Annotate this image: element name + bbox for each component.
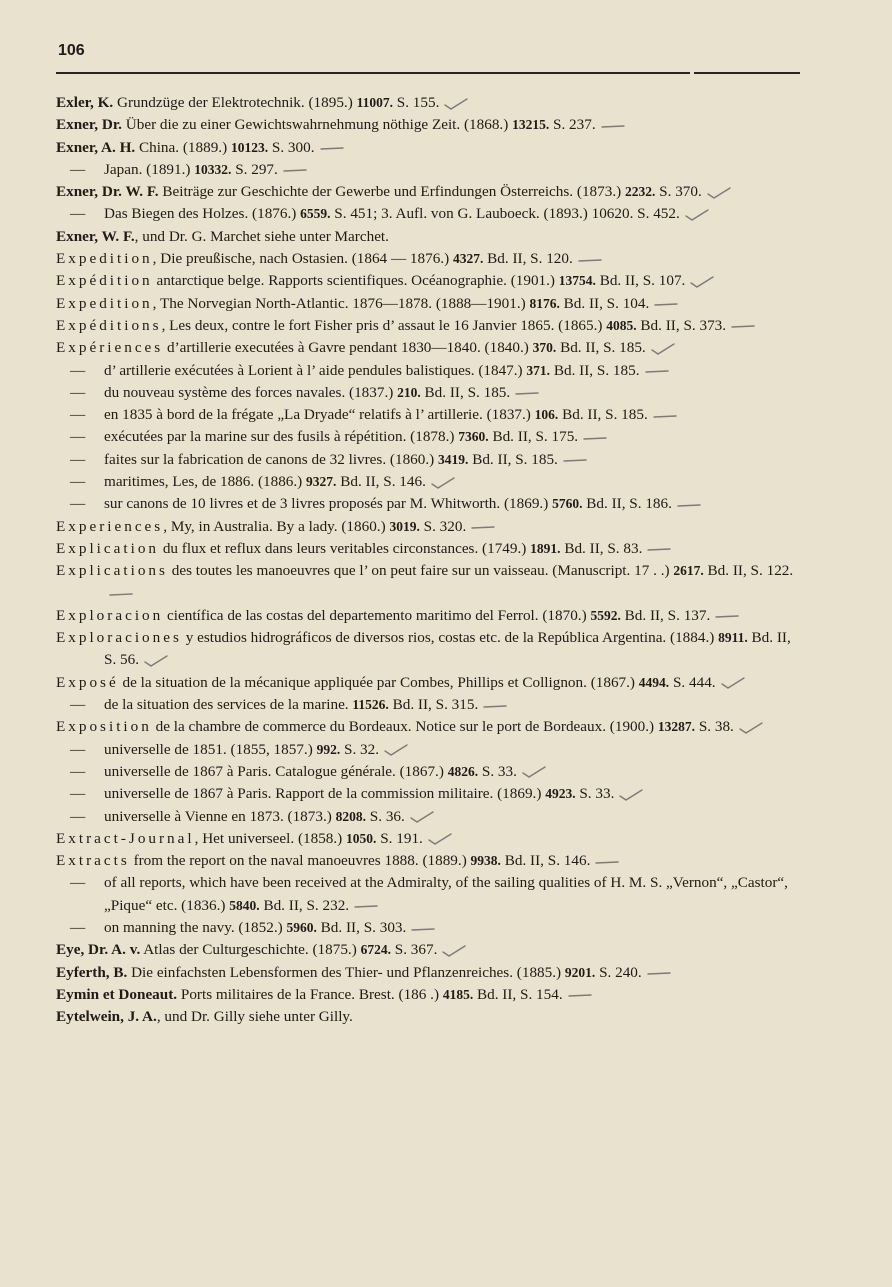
- continuation-dash: —: [70, 428, 86, 446]
- index-subentry: [56, 761, 800, 783]
- entry-heading: Exploraciones: [56, 629, 182, 647]
- catalog-number: 1891.: [530, 540, 561, 556]
- entry-text: exécutées par la marine sur des fusils à répétition. (1878.): [104, 428, 459, 446]
- entry-reference: S. 33.: [575, 785, 615, 803]
- index-entry: [56, 984, 800, 1006]
- entry-reference: Bd. II, S. 83.: [560, 539, 643, 557]
- entry-heading: Extracts: [56, 852, 130, 870]
- index-subentry: [56, 739, 800, 761]
- entry-heading: Expédition: [56, 272, 153, 290]
- entry-reference: Bd. II, S. 185.: [468, 450, 558, 468]
- catalog-number: 6559.: [300, 206, 331, 222]
- index-entry: [56, 337, 800, 359]
- entry-heading: Extract-Journal: [56, 829, 195, 847]
- index-entry: [56, 627, 800, 672]
- pencil-dash-mark-icon: [567, 988, 593, 1002]
- entry-reference: Bd. II, S. 185.: [556, 339, 646, 357]
- entry-reference: Bd. II, S. 185.: [550, 361, 640, 379]
- pencil-dash-mark-icon: [646, 542, 672, 556]
- entry-reference: Bd. II, S. 232.: [259, 896, 350, 914]
- entry-text: of all reports, which have been received at the Admiralty, of the sailing qualities of H. M. S. „Vernon“, „Castor“, „Pique“ etc. (1836.): [104, 874, 788, 914]
- pencil-check-mark-icon: [143, 654, 169, 668]
- pencil-check-mark-icon: [427, 832, 453, 846]
- entry-heading: Eyferth, B.: [56, 963, 128, 981]
- entry-heading: Eymin et Doneaut.: [56, 985, 178, 1003]
- catalog-number: 11007.: [356, 95, 393, 110]
- entry-text: Das Biegen des Holzes. (1876.): [104, 205, 301, 223]
- pencil-check-mark-icon: [409, 810, 435, 824]
- entry-text: antarctique belge. Rapports scientifiques. Océanographie. (1901.): [152, 272, 559, 290]
- index-subentry: [56, 360, 800, 382]
- catalog-number: 210.: [397, 384, 421, 400]
- entry-heading: Exler, K.: [56, 94, 114, 111]
- entry-reference: Bd. II, S. 186.: [582, 495, 672, 513]
- catalog-number: 1050.: [346, 830, 377, 846]
- entry-reference: Bd. II, S. 56.: [104, 629, 791, 669]
- entry-heading: Exner, W. F.: [56, 227, 135, 245]
- entry-heading: Experiences: [56, 517, 164, 535]
- page-number: 106: [58, 42, 85, 59]
- catalog-number: 371.: [526, 362, 551, 378]
- entry-reference: Bd. II, S. 120.: [483, 250, 573, 268]
- entry-text: Japan. (1891.): [104, 160, 195, 178]
- entry-reference: S. 367.: [390, 941, 438, 959]
- entry-text: universelle à Vienne en 1873. (1873.): [104, 807, 336, 825]
- pencil-dash-mark-icon: [514, 386, 540, 400]
- entry-text: from the report on the naval manoeuvres 1888. (1889.): [129, 852, 471, 870]
- entry-text: d’ artillerie exécutées à Lorient à l’ aide pendules balistiques. (1847.): [104, 361, 527, 379]
- catalog-number: 8911.: [718, 630, 748, 646]
- index-entry: [56, 181, 800, 203]
- entry-reference: S. 297.: [231, 160, 278, 178]
- index-entry: [56, 1006, 800, 1028]
- catalog-number: 992.: [316, 741, 341, 757]
- entry-heading: Explication: [56, 539, 160, 557]
- entry-reference: Bd. II, S. 146.: [336, 473, 426, 491]
- entry-reference: Bd. II, S. 185.: [420, 383, 511, 401]
- entry-heading: Expedition: [56, 294, 153, 312]
- entry-reference: S. 320.: [419, 517, 467, 535]
- catalog-number: 7360.: [458, 429, 489, 445]
- entry-text: de la situation des services de la marine.: [104, 696, 353, 714]
- index-entry: [56, 962, 800, 984]
- index-subentry: [56, 694, 800, 716]
- pencil-dash-mark-icon: [714, 609, 740, 623]
- index-subentry: [56, 426, 800, 448]
- catalog-number: 9201.: [564, 964, 596, 980]
- entry-reference: S. 38.: [695, 718, 734, 736]
- pencil-dash-mark-icon: [730, 319, 756, 333]
- entry-reference: S. 155.: [392, 94, 440, 111]
- entry-text: universelle de 1867 à Paris. Rapport de la commission militaire. (1869.): [104, 785, 546, 803]
- index-subentry: [56, 471, 800, 493]
- entry-reference: Bd. II, S. 107.: [595, 272, 686, 290]
- pencil-check-mark-icon: [443, 97, 469, 111]
- entry-reference: Bd. II, S. 373.: [636, 316, 727, 334]
- entry-text: Ports militaires de la France. Brest. (186 .): [177, 985, 443, 1003]
- entry-text: y estudios hidrográficos de diversos rios, costas etc. de la República Argentina. (1884.): [181, 629, 719, 647]
- entry-text: , Die preußische, nach Ostasien. (1864 — 1876.): [152, 250, 453, 268]
- continuation-dash: —: [70, 495, 86, 513]
- pencil-check-mark-icon: [706, 186, 732, 200]
- entry-heading: Exposé: [56, 673, 119, 691]
- pencil-dash-mark-icon: [652, 409, 678, 423]
- continuation-dash: —: [70, 785, 86, 803]
- catalog-number: 5760.: [552, 496, 583, 512]
- index-entry: [56, 560, 800, 605]
- catalog-number: 13287.: [657, 719, 696, 735]
- pencil-dash-mark-icon: [644, 364, 670, 378]
- index-entry: [56, 850, 800, 872]
- catalog-number: 5840.: [229, 897, 260, 913]
- continuation-dash: —: [70, 696, 86, 714]
- index-entry: [56, 828, 800, 850]
- pencil-dash-mark-icon: [282, 163, 308, 177]
- entry-reference: Bd. II, S. 315.: [388, 696, 479, 714]
- pencil-dash-mark-icon: [653, 297, 679, 311]
- catalog-number: 106.: [534, 407, 559, 423]
- entry-text: des toutes les manoeuvres que l’ on peut faire sur un vaisseau. (Manuscript. 17 . .): [167, 562, 674, 580]
- continuation-dash: —: [70, 406, 86, 424]
- entry-text: Über die zu einer Gewichtswahrnehmung nöthige Zeit. (1868.): [121, 116, 513, 134]
- pencil-check-mark-icon: [521, 765, 547, 779]
- continuation-dash: —: [70, 450, 86, 468]
- index-subentry: [56, 872, 800, 917]
- header-rule: [56, 72, 800, 74]
- entry-text: , und Dr. G. Marchet siehe unter Marchet.: [134, 227, 389, 245]
- index-entry: [56, 716, 800, 738]
- catalog-number: 370.: [532, 340, 557, 356]
- index-entry: [56, 92, 800, 114]
- pencil-dash-mark-icon: [594, 855, 620, 869]
- continuation-dash: —: [70, 383, 86, 401]
- catalog-number: 10332.: [194, 161, 232, 177]
- pencil-dash-mark-icon: [470, 520, 496, 534]
- index-entries: [56, 92, 800, 1028]
- catalog-number: 13754.: [558, 273, 596, 289]
- pencil-dash-mark-icon: [482, 699, 508, 713]
- entry-text: maritimes, Les, de 1886. (1886.): [104, 473, 307, 491]
- continuation-dash: —: [70, 205, 86, 223]
- index-entry: [56, 270, 800, 292]
- catalog-number: 9938.: [470, 853, 501, 869]
- entry-text: China. (1889.): [135, 138, 231, 156]
- entry-text: du flux et reflux dans leurs veritables circonstances. (1749.): [159, 539, 531, 557]
- index-entry: [56, 516, 800, 538]
- catalog-number: 2617.: [673, 563, 704, 579]
- entry-heading: Exner, Dr.: [56, 116, 122, 134]
- entry-reference: Bd. II, S. 303.: [316, 918, 407, 936]
- entry-text: en 1835 à bord de la frégate „La Dryade“ relatifs à l’ artillerie. (1837.): [104, 406, 535, 424]
- catalog-number: 10123.: [230, 139, 269, 155]
- entry-text: universelle de 1851. (1855, 1857.): [104, 740, 317, 758]
- continuation-dash: —: [70, 918, 86, 936]
- entry-text: Grundzüge der Elektrotechnik. (1895.): [113, 94, 357, 111]
- index-subentry: [56, 449, 800, 471]
- index-entry: [56, 137, 800, 159]
- catalog-number: 8176.: [529, 295, 560, 311]
- entry-text: Die einfachsten Lebensformen des Thier- und Pflanzenreiches. (1885.): [127, 963, 565, 981]
- continuation-dash: —: [70, 473, 86, 491]
- continuation-dash: —: [70, 762, 86, 780]
- pencil-dash-mark-icon: [577, 253, 603, 267]
- index-entry: [56, 538, 800, 560]
- entry-text: Atlas der Culturgeschichte. (1875.): [140, 941, 361, 959]
- entry-text: faites sur la fabrication de canons de 32 livres. (1860.): [104, 450, 439, 468]
- catalog-number: 4494.: [638, 674, 670, 690]
- pencil-dash-mark-icon: [600, 119, 626, 133]
- entry-heading: Explications: [56, 562, 168, 580]
- catalog-number: 8208.: [335, 808, 366, 824]
- index-subentry: [56, 917, 800, 939]
- pencil-check-mark-icon: [383, 743, 409, 757]
- continuation-dash: —: [70, 874, 86, 892]
- entry-reference: Bd. II, S. 122.: [703, 562, 794, 580]
- index-entry: [56, 672, 800, 694]
- continuation-dash: —: [70, 740, 86, 758]
- entry-reference: S. 33.: [478, 762, 517, 780]
- pencil-check-mark-icon: [738, 721, 764, 735]
- continuation-dash: —: [70, 361, 86, 379]
- catalog-number: 4185.: [442, 986, 474, 1002]
- continuation-dash: —: [70, 807, 86, 825]
- index-entry: [56, 226, 800, 248]
- header-rule-gap: [690, 71, 694, 75]
- entry-heading: Eye, Dr. A. v.: [56, 941, 141, 959]
- entry-reference: S. 32.: [340, 740, 380, 758]
- entry-text: científica de las costas del departemento maritimo del Ferrol. (1870.): [163, 606, 591, 624]
- entry-reference: S. 36.: [366, 807, 405, 825]
- pencil-check-mark-icon: [430, 476, 456, 490]
- pencil-check-mark-icon: [720, 676, 746, 690]
- catalog-number: 3419.: [438, 451, 469, 467]
- entry-text: , Les deux, contre le fort Fisher pris d’ assaut le 16 Janvier 1865. (1865.): [161, 316, 607, 334]
- pencil-check-mark-icon: [650, 342, 676, 356]
- catalog-number: 4826.: [447, 763, 479, 779]
- entry-heading: Exploracion: [56, 606, 164, 624]
- entry-reference: S. 237.: [549, 116, 596, 134]
- continuation-dash: —: [70, 160, 86, 178]
- catalog-number: 11526.: [352, 697, 389, 713]
- pencil-dash-mark-icon: [676, 498, 702, 512]
- index-subentry: [56, 159, 800, 181]
- entry-text: Beiträge zur Geschichte der Gewerbe und Erfindungen Österreichs. (1873.): [158, 183, 625, 201]
- pencil-dash-mark-icon: [562, 453, 588, 467]
- entry-text: , Het universeel. (1858.): [194, 829, 347, 847]
- pencil-check-mark-icon: [689, 275, 715, 289]
- pencil-dash-mark-icon: [108, 587, 134, 601]
- index-entry: [56, 293, 800, 315]
- entry-reference: Bd. II, S. 175.: [488, 428, 579, 446]
- catalog-number: 4085.: [606, 317, 637, 333]
- pencil-dash-mark-icon: [410, 922, 436, 936]
- pencil-dash-mark-icon: [582, 431, 608, 445]
- catalog-number: 4327.: [452, 251, 484, 267]
- entry-text: de la situation de la mécanique appliquée par Combes, Phillips et Collignon. (1867.): [118, 673, 639, 691]
- index-entry: [56, 315, 800, 337]
- entry-text: d’artillerie executées à Gavre pendant 1830—1840. (1840.): [163, 339, 533, 357]
- index-subentry: [56, 806, 800, 828]
- index-entry: [56, 114, 800, 136]
- pencil-dash-mark-icon: [319, 141, 345, 155]
- entry-heading: Exposition: [56, 718, 152, 736]
- catalog-number: 3019.: [389, 518, 420, 534]
- entry-text: , und Dr. Gilly siehe unter Gilly.: [156, 1008, 353, 1026]
- index-subentry: [56, 493, 800, 515]
- index-subentry: [56, 783, 800, 805]
- index-entry: [56, 939, 800, 961]
- catalog-number: 5960.: [286, 919, 317, 935]
- pencil-check-mark-icon: [684, 208, 710, 222]
- entry-reference: S. 240.: [595, 963, 642, 981]
- entry-text: universelle de 1867 à Paris. Catalogue générale. (1867.): [104, 762, 448, 780]
- catalog-number: 6724.: [360, 942, 391, 958]
- entry-reference: S. 370.: [655, 183, 702, 201]
- entry-text: du nouveau système des forces navales. (1837.): [104, 383, 398, 401]
- catalog-number: 13215.: [512, 117, 550, 133]
- entry-reference: Bd. II, S. 104.: [559, 294, 650, 312]
- entry-reference: Bd. II, S. 137.: [620, 606, 711, 624]
- entry-reference: S. 451; 3. Aufl. von G. Lauboeck. (1893.) 10620. S. 452.: [330, 205, 680, 223]
- entry-heading: Expériences: [56, 339, 164, 357]
- catalog-number: 5592.: [590, 607, 621, 623]
- catalog-number: 2232.: [624, 184, 656, 200]
- entry-reference: S. 191.: [376, 829, 423, 847]
- index-subentry: [56, 404, 800, 426]
- entry-heading: Expéditions: [56, 316, 162, 334]
- entry-reference: Bd. II, S. 154.: [473, 985, 563, 1003]
- entry-text: sur canons de 10 livres et de 3 livres proposés par M. Whitworth. (1869.): [104, 495, 553, 513]
- index-subentry: [56, 203, 800, 225]
- entry-text: , My, in Australia. By a lady. (1860.): [163, 517, 390, 535]
- entry-text: on manning the navy. (1852.): [104, 918, 287, 936]
- entry-reference: S. 444.: [669, 673, 716, 691]
- catalog-number: 9327.: [306, 474, 337, 490]
- entry-heading: Eytelwein, J. A.: [56, 1008, 157, 1026]
- entry-reference: S. 300.: [268, 138, 315, 156]
- pencil-check-mark-icon: [618, 788, 644, 802]
- entry-reference: Bd. II, S. 185.: [558, 406, 648, 424]
- entry-heading: Exner, Dr. W. F.: [56, 183, 159, 201]
- entry-text: de la chambre de commerce du Bordeaux. Notice sur le port de Bordeaux. (1900.): [151, 718, 658, 736]
- entry-heading: Exner, A. H.: [56, 138, 136, 156]
- index-entry: [56, 605, 800, 627]
- index-entry: [56, 248, 800, 270]
- index-subentry: [56, 382, 800, 404]
- pencil-dash-mark-icon: [353, 899, 379, 913]
- entry-heading: Expedition: [56, 250, 153, 268]
- entry-reference: Bd. II, S. 146.: [500, 852, 591, 870]
- pencil-dash-mark-icon: [646, 966, 672, 980]
- entry-text: , The Norvegian North-Atlantic. 1876—1878. (1888—1901.): [152, 294, 530, 312]
- catalog-number: 4923.: [545, 786, 576, 802]
- pencil-check-mark-icon: [441, 944, 467, 958]
